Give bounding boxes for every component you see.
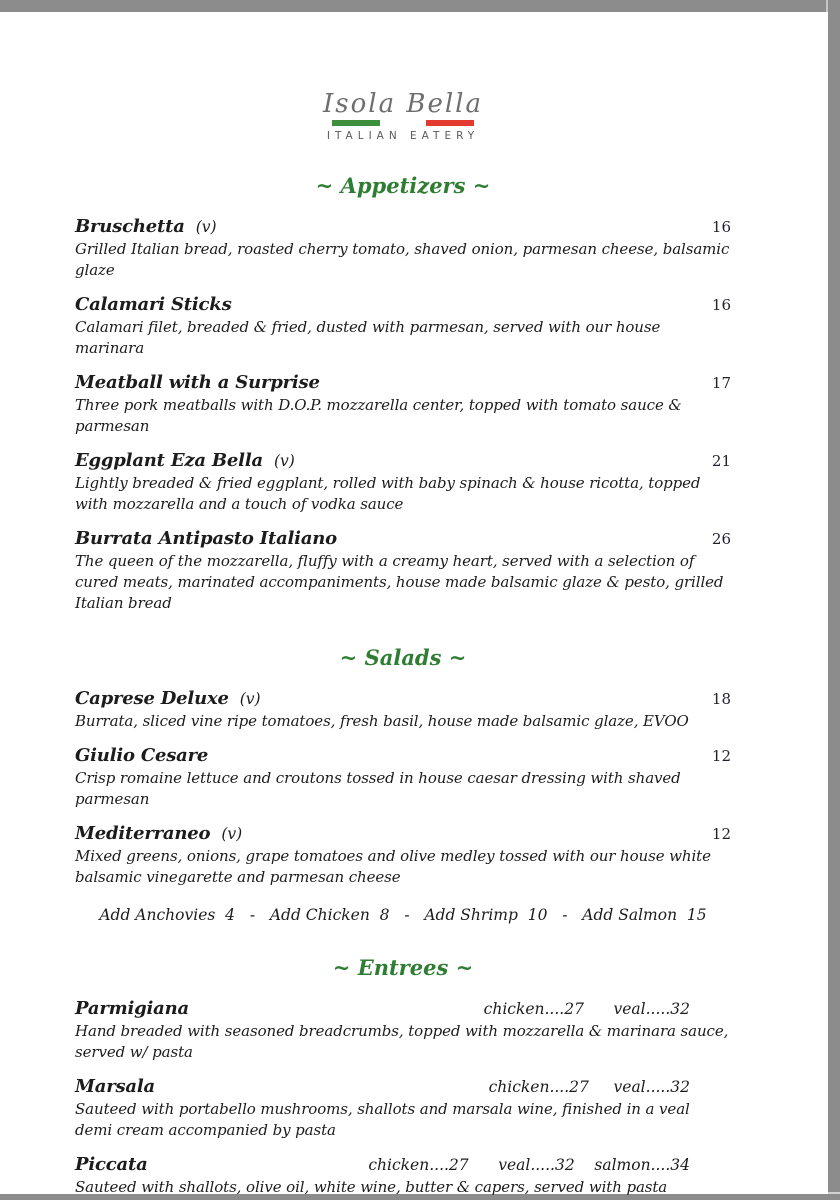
menu-page	[0, 12, 828, 1194]
item-price: 16	[711, 296, 731, 314]
item-price: 18	[711, 690, 731, 708]
item-price: 12	[711, 747, 731, 765]
item-description: Calamari filet, breaded & fried, dusted with parmesan, served with our house marinara	[75, 318, 661, 357]
item-name: Mediterraneo	[75, 823, 211, 844]
item-name: Giulio Cesare	[75, 745, 209, 766]
item-name: Parmigiana	[75, 998, 189, 1019]
item-description: Crisp romaine lettuce and croutons tossed in house caesar dressing with shaved parmesan	[75, 769, 681, 808]
section-title-salads: ~ Salads ~	[339, 645, 467, 670]
menu-item-eggplant-eza-bella	[75, 449, 731, 515]
logo-tagline: ITALIAN EATERY	[326, 130, 480, 142]
item-description: Grilled Italian bread, roasted cherry tomato, shaved onion, parmesan cheese, balsamic glaze	[75, 240, 730, 279]
item-variant-prices: chicken....27 veal.....32	[488, 1078, 690, 1096]
menu-item-caprese-deluxe	[75, 687, 731, 732]
item-name: Bruschetta	[75, 216, 185, 237]
flag-green-bar	[332, 120, 380, 126]
flag-red-bar	[426, 120, 474, 126]
item-description: Sauteed with shallots, olive oil, white wine, butter & capers, served with pasta	[75, 1178, 668, 1196]
vegetarian-tag: (v)	[273, 452, 295, 470]
menu-item-burrata-antipasto	[75, 527, 731, 614]
item-price: 21	[711, 452, 731, 470]
menu-item-mediterraneo	[75, 822, 731, 888]
menu-item-calamari-sticks	[75, 293, 731, 359]
menu-item-parmigiana	[75, 997, 731, 1063]
vegetarian-tag: (v)	[221, 825, 243, 843]
item-description: Mixed greens, onions, grape tomatoes and olive medley tossed with our house white balsamic vinegarette and parmesan cheese	[75, 847, 711, 886]
menu-item-giulio-cesare	[75, 744, 731, 810]
item-name: Meatball with a Surprise	[75, 372, 320, 393]
vegetarian-tag: (v)	[239, 690, 261, 708]
menu-item-piccata	[75, 1153, 731, 1198]
item-name: Piccata	[75, 1154, 148, 1175]
item-name: Burrata Antipasto Italiano	[75, 528, 337, 549]
item-description: Lightly breaded & fried eggplant, rolled with baby spinach & house ricotta, topped with mozzarella and a touch of vodka sauce	[75, 474, 701, 513]
salad-addons-line: Add Anchovies 4 - Add Chicken 8 - Add Shrimp 10 - Add Salmon 15	[99, 906, 707, 924]
logo-script-text: Isola Bella	[323, 89, 483, 119]
item-name: Caprese Deluxe	[75, 688, 229, 709]
section-title-entrees: ~ Entrees ~	[332, 955, 474, 980]
item-name: Marsala	[75, 1076, 155, 1097]
item-description: Burrata, sliced vine ripe tomatoes, fresh basil, house made balsamic glaze, EVOO	[75, 712, 689, 730]
italian-flag-bars	[75, 120, 731, 126]
item-price: 16	[711, 218, 731, 236]
item-description: Hand breaded with seasoned breadcrumbs, topped with mozzarella & marinara sauce, served w/ pasta	[75, 1022, 729, 1061]
item-description: Three pork meatballs with D.O.P. mozzarella center, topped with tomato sauce & parmesan	[75, 396, 682, 435]
item-description: Sauteed with portabello mushrooms, shallots and marsala wine, finished in a veal demi cream accompanied by pasta	[75, 1100, 690, 1139]
item-variant-prices: chicken....27 veal.....32 salmon....34	[368, 1156, 690, 1174]
menu-item-meatball-surprise	[75, 371, 731, 437]
item-price: 26	[711, 530, 731, 548]
section-title-appetizers: ~ Appetizers ~	[315, 173, 491, 198]
viewer-edge-right	[826, 0, 840, 1200]
item-description: The queen of the mozzarella, fluffy with a creamy heart, served with a selection of cured meats, marinated accompaniments, house made balsamic glaze & pesto, grilled Italian bread	[75, 552, 724, 612]
item-name: Eggplant Eza Bella	[75, 450, 263, 471]
item-variant-prices: chicken....27 veal.....32	[483, 1000, 690, 1018]
item-price: 12	[711, 825, 731, 843]
restaurant-logo	[75, 90, 731, 142]
menu-item-marsala	[75, 1075, 731, 1141]
item-name: Calamari Sticks	[75, 294, 232, 315]
menu-item-bruschetta	[75, 215, 731, 281]
vegetarian-tag: (v)	[195, 218, 217, 236]
item-price: 17	[711, 374, 731, 392]
